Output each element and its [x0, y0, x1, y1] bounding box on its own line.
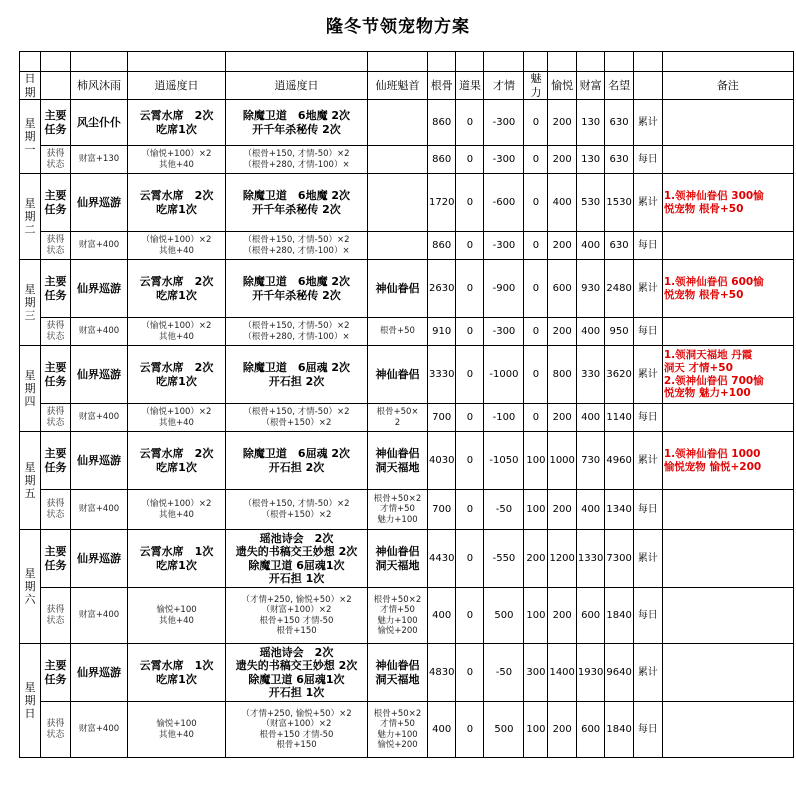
daily-gen: 860 [428, 232, 456, 260]
status-label: 获得 状态 [41, 490, 71, 530]
daily-caifu: 400 [576, 318, 604, 346]
main-task-label: 主要 任务 [41, 346, 71, 404]
gain-c4: 根骨+50× 2 [368, 404, 428, 432]
daily-yuyue: 200 [548, 702, 576, 758]
gain-c4: 根骨+50×2 才情+50 魅力+100 愉悦+200 [368, 702, 428, 758]
cum-mingwang: 9640 [605, 644, 633, 702]
note-cell: 1.领神仙眷侣 300愉 悦宠物 根骨+50 [662, 174, 793, 232]
note-cell [662, 530, 793, 588]
note-blank [662, 232, 793, 260]
daily-caiqing: 500 [484, 588, 524, 644]
daily-label: 每日 [633, 232, 662, 260]
daily-caifu: 400 [576, 404, 604, 432]
day-status-row [20, 404, 794, 432]
cum-caiqing: -300 [484, 100, 524, 146]
gain-c2: 愉悦+100 其他+40 [128, 702, 226, 758]
daily-yuyue: 200 [548, 404, 576, 432]
main-task-label: 主要 任务 [41, 100, 71, 146]
note-cell: 1.领洞天福地 丹霞 洞天 才情+50 2.领神仙眷侣 700愉 悦宠物 魅力+100 [662, 346, 793, 404]
task-c2: 云霄水席 1次 吃席1次 [128, 530, 226, 588]
task-c2: 云霄水席 1次 吃席1次 [128, 644, 226, 702]
gain-c4 [368, 146, 428, 174]
schedule-table [19, 51, 794, 758]
task-c1: 仙界巡游 [71, 346, 128, 404]
cum-caiqing: -1050 [484, 432, 524, 490]
daily-daoguo: 0 [456, 146, 484, 174]
cum-yuyue: 600 [548, 260, 576, 318]
cum-meili: 0 [524, 346, 548, 404]
daily-caiqing: -300 [484, 146, 524, 174]
day-label: 星 期 四 [20, 346, 41, 432]
task-c3: 瑶池诗会 2次 遗失的书稿交王妙想 2次 除魔卫道 6屈魂1次 开石担 1次 [226, 530, 368, 588]
daily-caifu: 600 [576, 702, 604, 758]
daily-mingwang: 1340 [605, 490, 633, 530]
header-gen: 根骨 [428, 72, 456, 100]
cum-gen: 1720 [428, 174, 456, 232]
task-c2: 云霄水席 2次 吃席1次 [128, 432, 226, 490]
header-row [20, 72, 794, 100]
cum-mingwang: 2480 [605, 260, 633, 318]
cum-daoguo: 0 [456, 100, 484, 146]
cum-gen: 4030 [428, 432, 456, 490]
day-status-row [20, 490, 794, 530]
daily-meili: 100 [524, 490, 548, 530]
daily-mingwang: 1140 [605, 404, 633, 432]
daily-caifu: 600 [576, 588, 604, 644]
day-label: 星 期 三 [20, 260, 41, 346]
day-status-row [20, 146, 794, 174]
gain-c4: 根骨+50×2 才情+50 魅力+100 愉悦+200 [368, 588, 428, 644]
day-label: 星 期 六 [20, 530, 41, 644]
main-task-label: 主要 任务 [41, 260, 71, 318]
day-label: 星 期 一 [20, 100, 41, 174]
cum-caifu: 730 [576, 432, 604, 490]
cum-caiqing: -900 [484, 260, 524, 318]
note-blank [662, 146, 793, 174]
cum-label: 累计 [633, 174, 662, 232]
gain-c3: （根骨+150, 才情-50）×2 （根骨+280, 才情-100）× [226, 232, 368, 260]
day-main-row [20, 432, 794, 490]
gain-c3: （根骨+150, 才情-50）×2 （根骨+280, 才情-100）× [226, 146, 368, 174]
task-c1: 风尘仆仆 [71, 100, 128, 146]
gain-c4 [368, 232, 428, 260]
day-status-row [20, 702, 794, 758]
task-c3: 除魔卫道 6地魔 2次 开千年杀秘传 2次 [226, 174, 368, 232]
cum-caifu: 330 [576, 346, 604, 404]
daily-daoguo: 0 [456, 232, 484, 260]
daily-mingwang: 1840 [605, 588, 633, 644]
cum-label: 累计 [633, 100, 662, 146]
header-mingwang: 名望 [605, 72, 633, 100]
daily-mingwang: 630 [605, 146, 633, 174]
cum-caifu: 130 [576, 100, 604, 146]
daily-caifu: 130 [576, 146, 604, 174]
daily-caiqing: -300 [484, 232, 524, 260]
cum-daoguo: 0 [456, 260, 484, 318]
cum-yuyue: 1200 [548, 530, 576, 588]
daily-daoguo: 0 [456, 588, 484, 644]
gain-c4: 根骨+50 [368, 318, 428, 346]
daily-mingwang: 630 [605, 232, 633, 260]
note-cell [662, 644, 793, 702]
day-main-row [20, 174, 794, 232]
header-blank [41, 72, 71, 100]
cum-caifu: 1930 [576, 644, 604, 702]
cum-mingwang: 3620 [605, 346, 633, 404]
daily-label: 每日 [633, 318, 662, 346]
cum-gen: 860 [428, 100, 456, 146]
daily-meili: 0 [524, 232, 548, 260]
daily-meili: 0 [524, 318, 548, 346]
task-c2: 云霄水席 2次 吃席1次 [128, 174, 226, 232]
cum-mingwang: 7300 [605, 530, 633, 588]
daily-meili: 0 [524, 404, 548, 432]
header-note: 备注 [662, 72, 793, 100]
day-label: 星 期 五 [20, 432, 41, 530]
gain-c2: （愉悦+100）×2 其他+40 [128, 404, 226, 432]
task-c1: 仙界巡游 [71, 174, 128, 232]
daily-label: 每日 [633, 404, 662, 432]
note-blank [662, 404, 793, 432]
header-c2: 逍遥度日 [128, 72, 226, 100]
gain-c2: 愉悦+100 其他+40 [128, 588, 226, 644]
gain-c2: （愉悦+100）×2 其他+40 [128, 232, 226, 260]
cum-mingwang: 630 [605, 100, 633, 146]
daily-mingwang: 1840 [605, 702, 633, 758]
daily-gen: 400 [428, 702, 456, 758]
task-c2: 云霄水席 2次 吃席1次 [128, 346, 226, 404]
status-label: 获得 状态 [41, 404, 71, 432]
task-c4: 神仙眷侣 洞天福地 [368, 644, 428, 702]
task-c4: 神仙眷侣 [368, 260, 428, 318]
header-daoguo: 道果 [456, 72, 484, 100]
task-c1: 仙界巡游 [71, 644, 128, 702]
daily-gen: 700 [428, 490, 456, 530]
task-c4 [368, 100, 428, 146]
gain-c1: 财富+400 [71, 702, 128, 758]
daily-caiqing: -50 [484, 490, 524, 530]
cum-caiqing: -550 [484, 530, 524, 588]
cum-gen: 3330 [428, 346, 456, 404]
gain-c3: （才情+250, 愉悦+50）×2 （财富+100）×2 根骨+150 才情-50 根骨+150 [226, 702, 368, 758]
daily-yuyue: 200 [548, 232, 576, 260]
task-c1: 仙界巡游 [71, 260, 128, 318]
gain-c2: （愉悦+100）×2 其他+40 [128, 146, 226, 174]
daily-gen: 400 [428, 588, 456, 644]
cum-yuyue: 1000 [548, 432, 576, 490]
daily-caifu: 400 [576, 232, 604, 260]
task-c1: 仙界巡游 [71, 530, 128, 588]
cum-caiqing: -50 [484, 644, 524, 702]
day-status-row [20, 232, 794, 260]
task-c2: 云霄水席 2次 吃席1次 [128, 260, 226, 318]
note-cell: 1.领神仙眷侣 1000 愉悦宠物 愉悦+200 [662, 432, 793, 490]
daily-daoguo: 0 [456, 318, 484, 346]
cum-yuyue: 800 [548, 346, 576, 404]
daily-label: 每日 [633, 702, 662, 758]
cum-label: 累计 [633, 432, 662, 490]
cum-meili: 0 [524, 100, 548, 146]
task-c3: 除魔卫道 6地魔 2次 开千年杀秘传 2次 [226, 100, 368, 146]
daily-meili: 100 [524, 588, 548, 644]
daily-caiqing: 500 [484, 702, 524, 758]
day-label: 星 期 日 [20, 644, 41, 758]
cum-caifu: 1330 [576, 530, 604, 588]
cum-daoguo: 0 [456, 346, 484, 404]
gain-c1: 财富+400 [71, 404, 128, 432]
cum-mingwang: 1530 [605, 174, 633, 232]
gain-c1: 财富+400 [71, 490, 128, 530]
note-blank [662, 318, 793, 346]
cum-label: 累计 [633, 530, 662, 588]
day-status-row [20, 318, 794, 346]
task-c4: 神仙眷侣 洞天福地 [368, 432, 428, 490]
gain-c3: （才情+250, 愉悦+50）×2 （财富+100）×2 根骨+150 才情-50 根骨+150 [226, 588, 368, 644]
header-caiqing: 才情 [484, 72, 524, 100]
page-title: 隆冬节领宠物方案 [326, 17, 470, 37]
header-c4: 仙班魁首 [368, 72, 428, 100]
status-label: 获得 状态 [41, 232, 71, 260]
daily-daoguo: 0 [456, 404, 484, 432]
task-c1: 仙界巡游 [71, 432, 128, 490]
status-label: 获得 状态 [41, 588, 71, 644]
day-main-row [20, 260, 794, 318]
daily-caiqing: -300 [484, 318, 524, 346]
cum-gen: 4830 [428, 644, 456, 702]
note-cell [662, 100, 793, 146]
task-c4 [368, 174, 428, 232]
daily-yuyue: 200 [548, 490, 576, 530]
status-label: 获得 状态 [41, 146, 71, 174]
cum-gen: 2630 [428, 260, 456, 318]
cum-daoguo: 0 [456, 432, 484, 490]
gain-c1: 财富+400 [71, 232, 128, 260]
gain-c1: 财富+400 [71, 318, 128, 346]
status-label: 获得 状态 [41, 318, 71, 346]
main-task-label: 主要 任务 [41, 432, 71, 490]
gain-c2: （愉悦+100）×2 其他+40 [128, 318, 226, 346]
header-date: 日 期 [20, 72, 41, 100]
task-c3: 除魔卫道 6屈魂 2次 开石担 2次 [226, 346, 368, 404]
day-main-row [20, 530, 794, 588]
main-task-label: 主要 任务 [41, 530, 71, 588]
cum-meili: 200 [524, 530, 548, 588]
day-main-row [20, 644, 794, 702]
day-label: 星 期 二 [20, 174, 41, 260]
cum-caifu: 930 [576, 260, 604, 318]
cum-meili: 100 [524, 432, 548, 490]
task-c4: 神仙眷侣 [368, 346, 428, 404]
note-blank [662, 490, 793, 530]
header-caifu: 财富 [576, 72, 604, 100]
gain-c2: （愉悦+100）×2 其他+40 [128, 490, 226, 530]
day-main-row [20, 100, 794, 146]
cum-yuyue: 200 [548, 100, 576, 146]
gain-c4: 根骨+50×2 才情+50 魅力+100 [368, 490, 428, 530]
cum-label: 累计 [633, 644, 662, 702]
daily-yuyue: 200 [548, 318, 576, 346]
cum-daoguo: 0 [456, 644, 484, 702]
status-label: 获得 状态 [41, 702, 71, 758]
cum-yuyue: 400 [548, 174, 576, 232]
header-yuyue: 愉悦 [548, 72, 576, 100]
daily-yuyue: 200 [548, 588, 576, 644]
daily-yuyue: 200 [548, 146, 576, 174]
header-blank2 [633, 72, 662, 100]
header-c3: 逍遥度日 [226, 72, 368, 100]
note-blank [662, 588, 793, 644]
cum-mingwang: 4960 [605, 432, 633, 490]
daily-caifu: 400 [576, 490, 604, 530]
gain-c3: （根骨+150, 才情-50）×2 （根骨+280, 才情-100）× [226, 318, 368, 346]
cum-label: 累计 [633, 260, 662, 318]
cum-daoguo: 0 [456, 174, 484, 232]
gain-c1: 财富+400 [71, 588, 128, 644]
daily-gen: 700 [428, 404, 456, 432]
task-c3: 除魔卫道 6屈魂 2次 开石担 2次 [226, 432, 368, 490]
header-meili: 魅力 [524, 72, 548, 100]
daily-label: 每日 [633, 146, 662, 174]
cum-caiqing: -600 [484, 174, 524, 232]
daily-meili: 0 [524, 146, 548, 174]
daily-daoguo: 0 [456, 702, 484, 758]
day-status-row [20, 588, 794, 644]
task-c3: 瑶池诗会 2次 遗失的书稿交王妙想 2次 除魔卫道 6屈魂1次 开石担 1次 [226, 644, 368, 702]
header-c1: 柿风沐雨 [71, 72, 128, 100]
task-c3: 除魔卫道 6地魔 2次 开千年杀秘传 2次 [226, 260, 368, 318]
daily-caiqing: -100 [484, 404, 524, 432]
cum-meili: 0 [524, 174, 548, 232]
gain-c3: （根骨+150, 才情-50）×2 （根骨+150）×2 [226, 404, 368, 432]
spacer-row [20, 52, 794, 72]
cum-meili: 300 [524, 644, 548, 702]
task-c2: 云霄水席 2次 吃席1次 [128, 100, 226, 146]
daily-gen: 910 [428, 318, 456, 346]
daily-daoguo: 0 [456, 490, 484, 530]
daily-meili: 100 [524, 702, 548, 758]
daily-label: 每日 [633, 490, 662, 530]
daily-label: 每日 [633, 588, 662, 644]
cum-yuyue: 1400 [548, 644, 576, 702]
task-c4: 神仙眷侣 洞天福地 [368, 530, 428, 588]
daily-mingwang: 950 [605, 318, 633, 346]
cum-caiqing: -1000 [484, 346, 524, 404]
cum-label: 累计 [633, 346, 662, 404]
day-main-row [20, 346, 794, 404]
cum-gen: 4430 [428, 530, 456, 588]
cum-daoguo: 0 [456, 530, 484, 588]
daily-gen: 860 [428, 146, 456, 174]
gain-c3: （根骨+150, 才情-50）×2 （根骨+150）×2 [226, 490, 368, 530]
cum-meili: 0 [524, 260, 548, 318]
note-blank [662, 702, 793, 758]
main-task-label: 主要 任务 [41, 174, 71, 232]
main-task-label: 主要 任务 [41, 644, 71, 702]
cum-caifu: 530 [576, 174, 604, 232]
note-cell: 1.领神仙眷侣 600愉 悦宠物 根骨+50 [662, 260, 793, 318]
gain-c1: 财富+130 [71, 146, 128, 174]
